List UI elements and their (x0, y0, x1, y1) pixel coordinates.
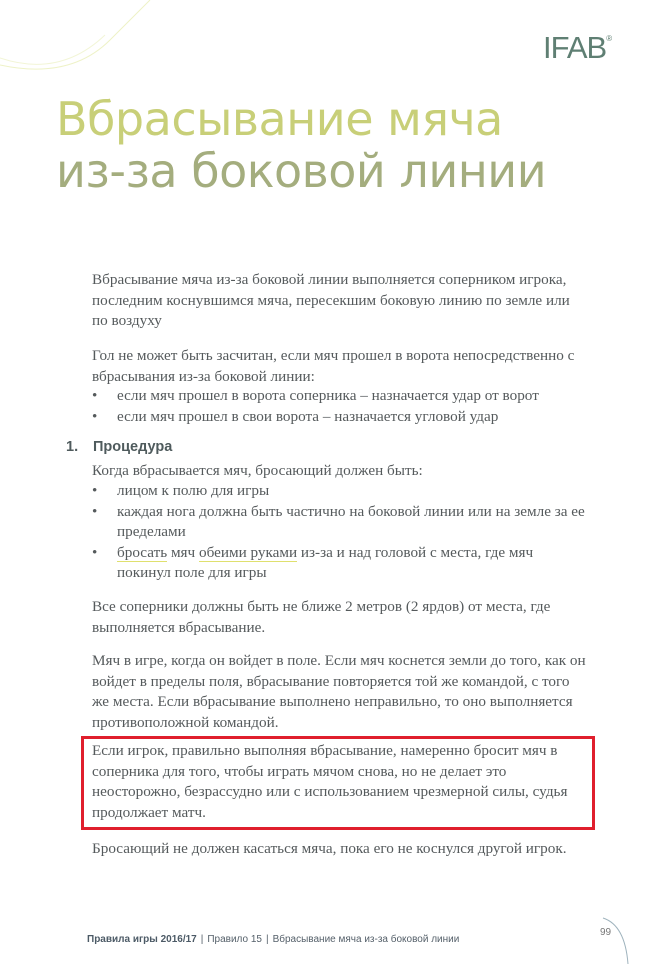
procedure-lead: Когда вбрасывается мяч, бросающий должен быть: (92, 462, 423, 479)
procedure-bullet-list (92, 481, 586, 584)
footer-book-title: Правила игры 2016/17 (87, 934, 197, 945)
in-play-paragraph: Мяч в игре, когда он войдет в поле. Если мяч коснется земли до того, как он войдет в пределы поля, вбрасывание повторяется той же командой, с того же места. Если вбрасывание выполнено неправильно, то оно выполняется противоположной командой. (92, 652, 586, 731)
list-item: • если мяч прошел в свои ворота – назначается угловой удар (92, 407, 586, 428)
list-item: • бросать мяч обеими руками из-за и над головой с места, где мяч покинул поле для игры (92, 543, 586, 584)
title-line-2: из-за боковой линии (56, 144, 547, 198)
footer-rule: Правило 15 (207, 934, 262, 945)
list-item: • если мяч прошел в ворота соперника – назначается удар от ворот (92, 386, 586, 407)
glossary-link-throw[interactable]: бросать (117, 543, 168, 561)
title-line-1: Вбрасывание мяча (56, 92, 503, 146)
glossary-link-both-hands[interactable]: обеими руками (198, 543, 298, 561)
footer-topic: Вбрасывание мяча из-за боковой линии (272, 934, 460, 945)
section-title: Процедура (93, 439, 173, 455)
page-title (56, 93, 546, 197)
list-item: • каждая нога должна быть частично на боковой линии или на земле за ее пределами (92, 502, 586, 543)
final-paragraph: Бросающий не должен касаться мяча, пока его не коснулся другой игрок. (92, 840, 567, 857)
list-item: • лицом к полю для игры (92, 481, 586, 502)
distance-paragraph: Все соперники должны быть не ближе 2 метров (2 ярдов) от места, где выполняется вбрасывание. (92, 598, 551, 636)
section-heading (66, 439, 172, 455)
intro-paragraph-1: Вбрасывание мяча из-за боковой линии выполняется соперником игрока, последним коснувшимся мяча, пересекшим боковую линию по земле или по воздуху (92, 271, 570, 329)
intro-bullet-list (92, 386, 586, 427)
page-footer: Правила игры 2016/17 | Правило 15 | Вбрасывание мяча из-за боковой линии (87, 934, 460, 945)
section-number: 1. (66, 439, 79, 455)
intro-paragraph-2: Гол не может быть засчитан, если мяч прошел в ворота непосредственно с вбрасывания из-за боковой линии: (92, 347, 575, 385)
highlighted-paragraph: Если игрок, правильно выполняя вбрасывание, намеренно бросит мяч в соперника для того, чтобы играть мячом снова, но не делает это неосторожно, безрассудно или с использованием чрезмерной силы, судья продолжает матч. (92, 742, 568, 821)
page-number: 99 (600, 927, 612, 938)
ifab-logo: IFAB® (543, 30, 613, 65)
